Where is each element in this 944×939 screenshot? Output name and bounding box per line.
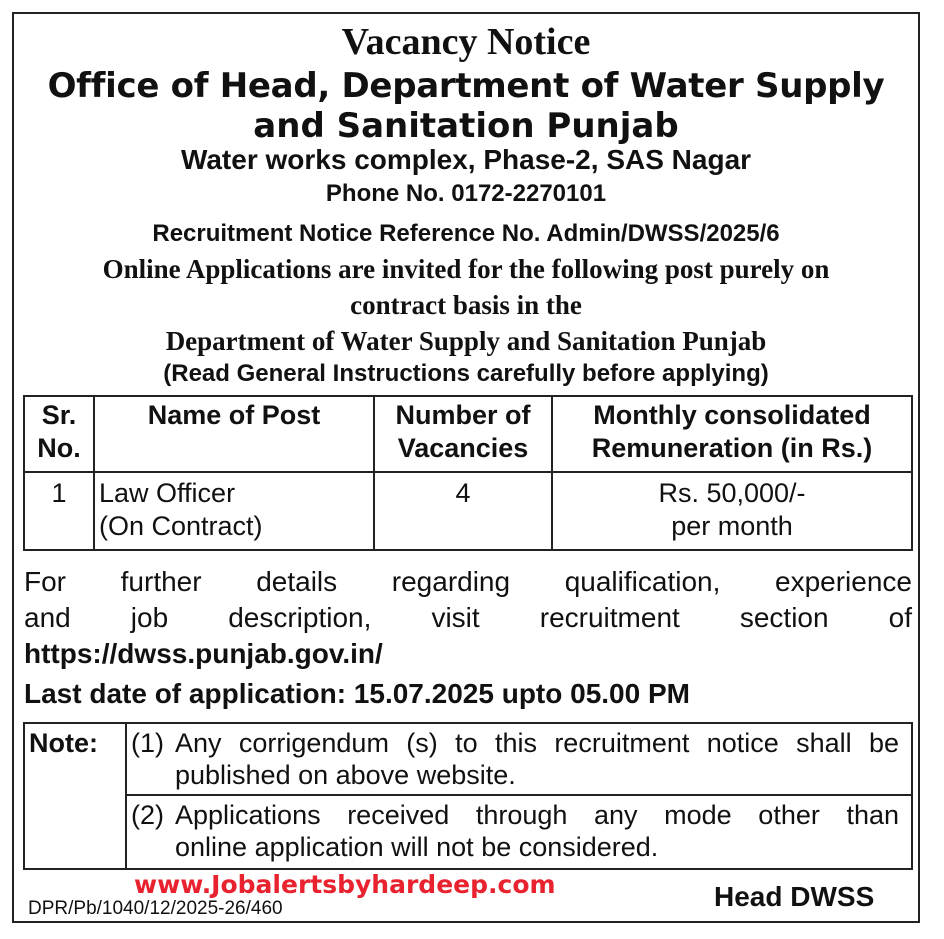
note-number: (2) (131, 800, 164, 830)
notes-table (23, 722, 913, 870)
note-text-line1: Applications received through any mode other than (175, 800, 899, 830)
signatory: Head DWSS (714, 881, 875, 912)
row-vacancies: 4 (374, 472, 552, 550)
invitation-line1: Online Applications are invited for the following post purely on (102, 254, 830, 284)
note-label: Note: (24, 723, 126, 869)
department-name: Department of Water Supply and Sanitation Punjab (165, 326, 767, 356)
vacancy-notice-document (12, 12, 920, 923)
header-sr-no: Sr. No. (24, 396, 94, 472)
vacancy-table-header (24, 396, 912, 472)
row-post-name: Law Officer (On Contract) (94, 472, 374, 550)
table-row (24, 472, 912, 550)
details-line2: and job description, visit recruitment section of (24, 602, 912, 633)
notice-title: Vacancy Notice (341, 21, 591, 63)
note-text-line2: published on above website. (175, 760, 516, 790)
instruction-note: (Read General Instructions carefully before applying) (163, 360, 769, 387)
note-item (126, 795, 912, 869)
header-remuneration: Monthly consolidated Remuneration (in Rs.) (552, 396, 912, 472)
last-date: Last date of application: 15.07.2025 upto 05.00 PM (24, 678, 690, 709)
row-remuneration: Rs. 50,000/- per month (552, 472, 912, 550)
header-vacancies: Number of Vacancies (374, 396, 552, 472)
row-sr-no: 1 (24, 472, 94, 550)
note-number: (1) (131, 728, 164, 758)
note-item (126, 723, 912, 795)
note-row (24, 723, 912, 795)
office-name-line1: Office of Head, Department of Water Supply (47, 66, 885, 106)
note-text-line1: Any corrigendum (s) to this recruitment notice shall be (175, 728, 899, 758)
vacancy-table (23, 395, 913, 551)
office-name-line2: and Sanitation Punjab (253, 106, 679, 146)
details-line1: For further details regarding qualification, experience (24, 566, 912, 597)
watermark: www.Jobalertsbyhardeep.com (134, 870, 556, 899)
further-details (24, 564, 912, 672)
office-address: Water works complex, Phase-2, SAS Nagar (180, 144, 752, 175)
header-post-name: Name of Post (94, 396, 374, 472)
dpr-number: DPR/Pb/1040/12/2025-26/460 (28, 898, 283, 919)
note-row (24, 795, 912, 869)
office-phone: Phone No. 0172-2270101 (325, 180, 607, 207)
note-text-line2: online application will not be considered. (175, 832, 659, 862)
invitation-line2: contract basis in the (350, 290, 582, 320)
reference-number: Recruitment Notice Reference No. Admin/DWSS/2025/6 (152, 220, 780, 247)
website-link[interactable]: https://dwss.punjab.gov.in/ (24, 638, 383, 669)
